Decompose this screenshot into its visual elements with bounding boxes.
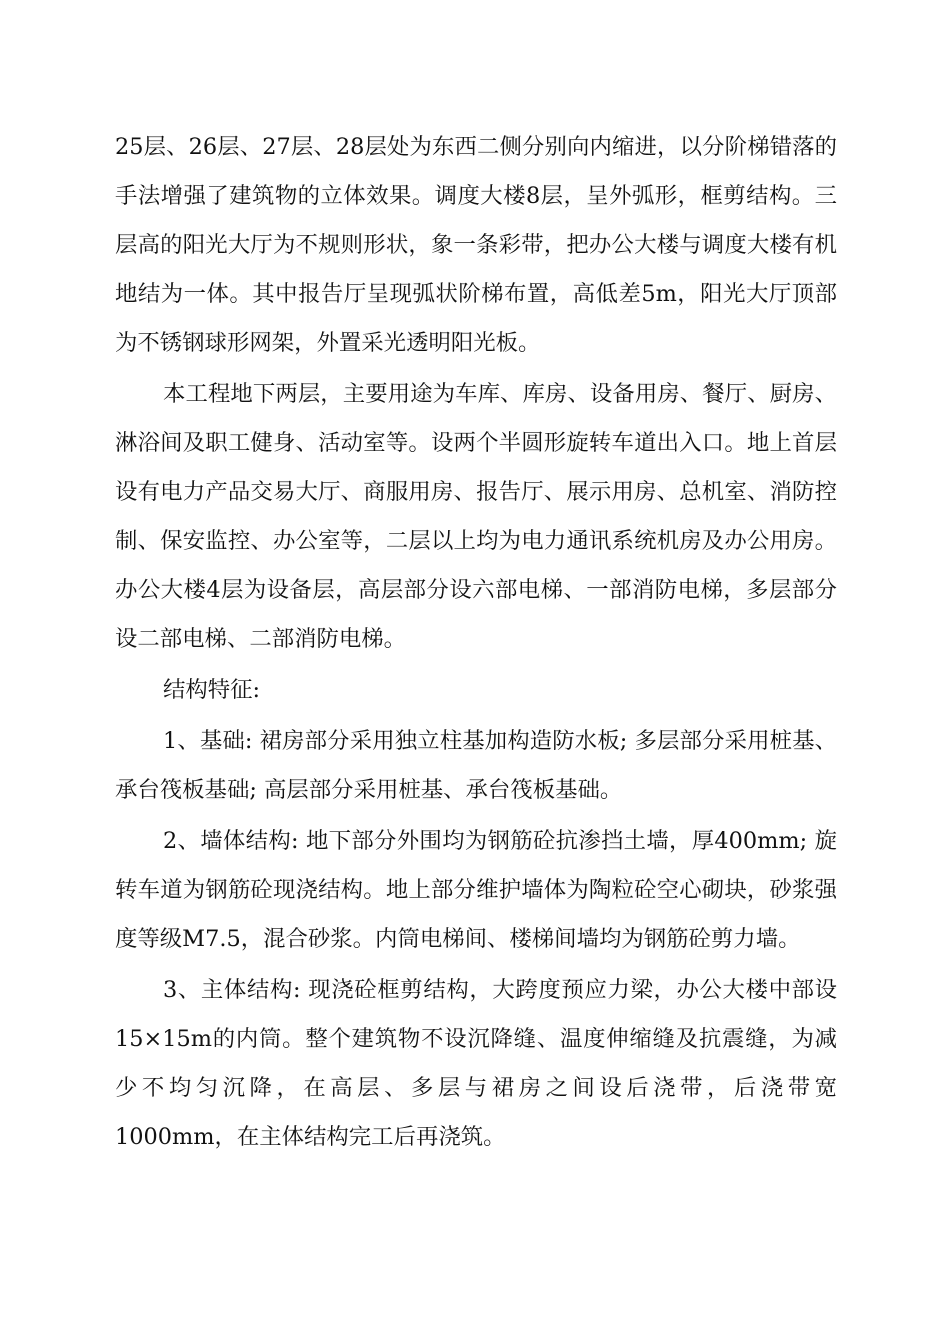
paragraph-main-structure: 3、主体结构: 现浇砼框剪结构，大跨度预应力梁，办公大楼中部设15×15m的内筒。整个建筑物不设沉降缝、温度伸缩缝及抗震缝，为减少不均匀沉降，在高层、多层与裙房之间设后浇带，后浇带宽1000mm，在主体结构完工后再浇筑。 (115, 977, 837, 1150)
paragraph-wall-structure: 2、墙体结构: 地下部分外围均为钢筋砼抗渗挡土墙，厚400mm; 旋转车道为钢筋砼现浇结构。地上部分维护墙体为陶粒砼空心砌块，砂浆强度等级M7.5，混合砂浆。内筒电梯间、楼梯间墙均为钢筋砼剪力墙。 (115, 828, 837, 952)
paragraph-foundation: 1、基础: 裙房部分采用独立柱基加构造防水板; 多层部分采用桩基、承台筏板基础; 高层部分采用桩基、承台筏板基础。 (115, 728, 837, 803)
document-body (115, 123, 837, 1162)
structural-features-heading: 结构特征: (163, 677, 261, 703)
paragraph-floor-usage: 本工程地下两层，主要用途为车库、库房、设备用房、餐厅、厨房、淋浴间及职工健身、活动室等。设两个半圆形旋转车道出入口。地上首层设有电力产品交易大厅、商服用房、报告厅、展示用房、总机室、消防控制、保安监控、办公室等，二层以上均为电力通讯系统机房及办公用房。办公大楼4层为设备层，高层部分设六部电梯、一部消防电梯，多层部分设二部电梯、二部消防电梯。 (115, 381, 837, 652)
paragraph-building-layout: 25层、26层、27层、28层处为东西二侧分别向内缩进，以分阶梯错落的手法增强了建筑物的立体效果。调度大楼8层，呈外弧形，框剪结构。三层高的阳光大厅为不规则形状，象一条彩带，把办公大楼与调度大楼有机地结为一体。其中报告厅呈现弧状阶梯布置，高低差5m，阳光大厅顶部为不锈钢球形网架，外置采光透明阳光板。 (115, 134, 837, 356)
